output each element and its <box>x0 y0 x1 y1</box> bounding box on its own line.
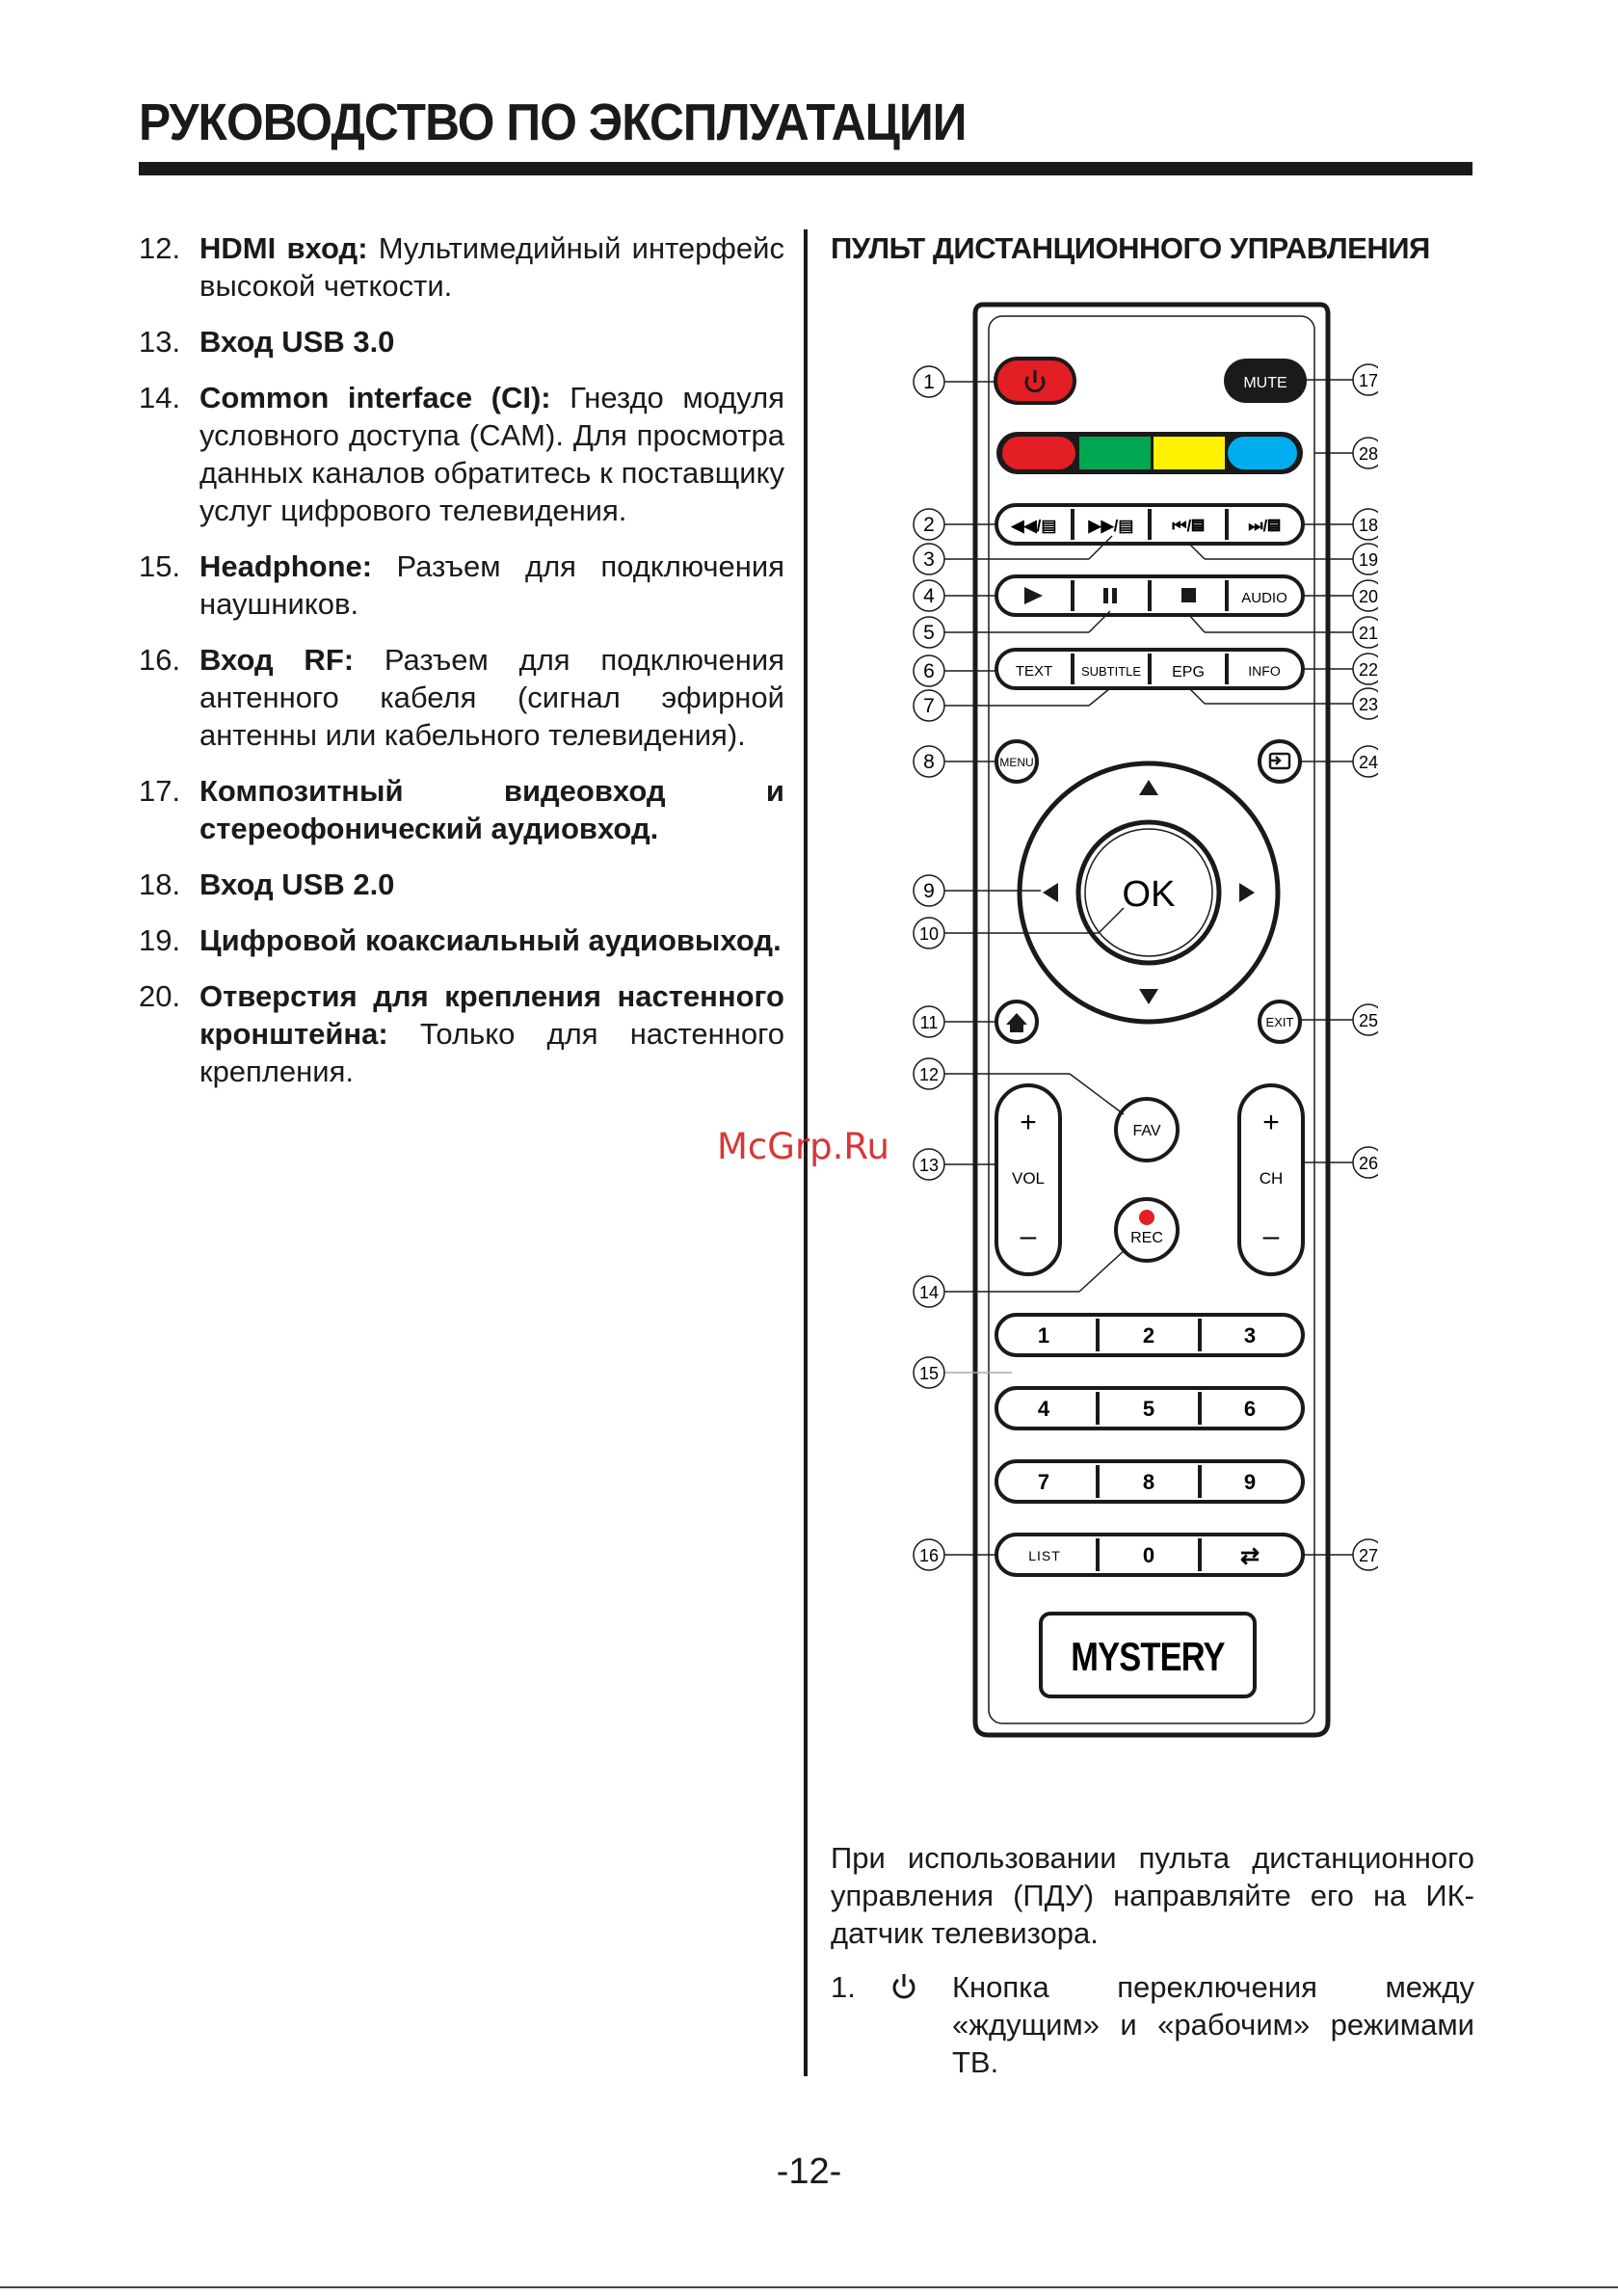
digit-key: 3 <box>1243 1323 1257 1348</box>
callout <box>1353 617 1378 648</box>
svg-text:23: 23 <box>1358 695 1378 714</box>
svg-text:22: 22 <box>1358 660 1378 680</box>
rewind-icon: ◀◀/▤ <box>1011 517 1057 535</box>
vol-plus: + <box>1020 1107 1037 1138</box>
callout <box>914 746 944 777</box>
previous-icon: ⏮/▤ <box>1172 517 1205 535</box>
blue-key <box>1228 437 1297 469</box>
list-item <box>139 323 784 360</box>
item-term: Common interface (CI): <box>199 381 551 414</box>
digit-key: 6 <box>1243 1397 1257 1421</box>
rec-label: REC <box>1130 1230 1163 1246</box>
svg-text:5: 5 <box>923 622 935 644</box>
ch-plus: + <box>1262 1107 1280 1138</box>
remote-item-1 <box>831 1968 1474 2081</box>
list-item <box>139 229 784 305</box>
fav-label: FAV <box>1132 1123 1161 1139</box>
callout <box>1353 544 1378 574</box>
svg-text:4: 4 <box>923 585 935 607</box>
svg-text:24: 24 <box>1358 753 1378 772</box>
callout <box>1353 364 1378 395</box>
list-item <box>139 379 784 529</box>
callout <box>1353 1539 1378 1570</box>
item-text <box>199 379 784 529</box>
green-key <box>1079 437 1151 469</box>
ch-label: CH <box>1259 1169 1284 1188</box>
svg-text:10: 10 <box>918 924 940 944</box>
item-text <box>199 772 784 847</box>
color-keys <box>996 432 1303 474</box>
digit-key: 9 <box>1243 1470 1257 1494</box>
callout <box>914 366 944 397</box>
item-term: Композитный видеовход и стереофонический аудиовход. <box>199 774 784 845</box>
item-term: Вход USB 3.0 <box>199 325 395 359</box>
item-number: 13. <box>139 325 181 359</box>
item-number: 1. <box>831 1970 856 2004</box>
callout <box>914 544 944 574</box>
svg-text:15: 15 <box>918 1364 940 1383</box>
list-item <box>139 547 784 623</box>
svg-text:13: 13 <box>918 1156 940 1175</box>
item-term: Вход USB 2.0 <box>199 868 395 901</box>
item-description: Разъем для подключения наушников. <box>199 549 784 621</box>
item-number: 18. <box>139 868 181 901</box>
digit-key: 2 <box>1142 1323 1155 1348</box>
subtitle-label: SUBTITLE <box>1080 664 1142 679</box>
callout <box>1353 1004 1378 1035</box>
callout <box>1353 688 1378 719</box>
digit-key: 8 <box>1142 1470 1155 1494</box>
digit-key: 0 <box>1142 1543 1155 1567</box>
red-key <box>1002 437 1075 469</box>
item-text <box>199 921 784 959</box>
callout <box>914 617 944 648</box>
svg-text:19: 19 <box>1358 550 1378 570</box>
list-item <box>139 772 784 847</box>
item-number: 17. <box>139 774 181 808</box>
svg-text:2: 2 <box>923 514 935 536</box>
svg-text:7: 7 <box>923 695 935 717</box>
svg-text:25: 25 <box>1358 1011 1378 1030</box>
brand-logo: MYSTERY <box>1071 1634 1225 1680</box>
remote-section-title: ПУЛЬТ ДИСТАНЦИОННОГО УПРАВЛЕНИЯ <box>831 231 1430 265</box>
svg-text:6: 6 <box>923 660 935 682</box>
item-description: Только для настенного крепления. <box>199 1017 784 1088</box>
callout <box>914 918 944 948</box>
item-text: Кнопка переключения между «ждущим» и «рабочим» режимами ТВ. <box>952 1970 1474 2079</box>
callout <box>1353 580 1378 611</box>
svg-text:9: 9 <box>923 880 935 902</box>
svg-text:16: 16 <box>918 1546 940 1565</box>
callout <box>1353 654 1378 684</box>
callout <box>1353 1147 1378 1178</box>
svg-text:18: 18 <box>1358 516 1378 535</box>
callout <box>914 1058 944 1089</box>
item-description: Гнездо модуля условного доступа (CAM). Для просмотра данных каналов обратитесь к поставщику услуг цифрового телевидения. <box>199 381 784 527</box>
svg-text:14: 14 <box>918 1283 940 1302</box>
ok-label: OK <box>1122 874 1176 915</box>
item-term: Вход RF: <box>199 643 355 677</box>
svg-text:27: 27 <box>1358 1546 1378 1565</box>
header-rule <box>139 162 1472 175</box>
callout <box>914 580 944 611</box>
power-icon <box>890 1968 952 2081</box>
connector-list <box>139 229 784 1108</box>
item-number: 19. <box>139 923 181 957</box>
item-text <box>199 977 784 1090</box>
info-label: INFO <box>1248 663 1281 679</box>
callout <box>914 1357 944 1388</box>
audio-label: AUDIO <box>1241 590 1287 606</box>
list-item <box>139 921 784 959</box>
item-number: 12. <box>139 231 181 265</box>
menu-label: MENU <box>999 756 1034 769</box>
callout <box>1353 746 1378 777</box>
list-item <box>139 866 784 903</box>
svg-text:1: 1 <box>923 371 935 393</box>
digit-key: 5 <box>1142 1397 1155 1421</box>
item-number: 15. <box>139 549 181 583</box>
list-item <box>139 641 784 754</box>
item-term: Цифровой коаксиальный аудиовыход. <box>199 923 782 957</box>
epg-label: EPG <box>1172 664 1205 681</box>
item-number: 14. <box>139 381 181 414</box>
item-description: Мультимедийный интерфейс высокой четкости. <box>199 231 784 303</box>
item-text <box>199 547 784 623</box>
recall-icon: ⇄ <box>1239 1543 1260 1569</box>
svg-text:11: 11 <box>919 1013 939 1032</box>
svg-text:21: 21 <box>1358 624 1378 643</box>
svg-text:3: 3 <box>923 548 935 571</box>
callout <box>914 1149 944 1180</box>
item-number: 20. <box>139 979 181 1013</box>
svg-text:17: 17 <box>1358 371 1378 390</box>
svg-text:26: 26 <box>1358 1154 1378 1173</box>
item-term: Headphone: <box>199 549 373 583</box>
item-text <box>199 866 784 903</box>
text-label: TEXT <box>1015 663 1053 680</box>
callout <box>914 875 944 906</box>
list-item <box>139 977 784 1090</box>
mute-label: MUTE <box>1243 375 1287 391</box>
remote-diagram <box>896 295 1378 1760</box>
fast-forward-icon: ▶▶/▤ <box>1088 517 1134 535</box>
digit-key: 4 <box>1037 1397 1050 1421</box>
svg-text:20: 20 <box>1358 587 1378 606</box>
vol-minus: – <box>1020 1220 1037 1252</box>
callout <box>914 1276 944 1307</box>
svg-text:8: 8 <box>923 751 935 773</box>
record-icon <box>1139 1210 1154 1225</box>
watermark: McGrp.Ru <box>717 1126 889 1167</box>
list-label: LIST <box>1028 1548 1061 1563</box>
item-description: Разъем для подключения антенного кабеля (сигнал эфирной антенны или кабельного телевидения). <box>199 643 784 752</box>
ch-minus: – <box>1262 1220 1280 1252</box>
item-term: HDMI вход: <box>199 231 368 265</box>
item-text <box>199 229 784 305</box>
remote-intro: При использовании пульта дистанционного управления (ПДУ) направляйте его на ИК-датчик телевизора. <box>831 1841 1474 1950</box>
callout <box>1353 509 1378 540</box>
digit-key: 1 <box>1037 1323 1050 1348</box>
svg-text:28: 28 <box>1358 444 1378 464</box>
item-number: 16. <box>139 643 181 677</box>
vol-label: VOL <box>1011 1169 1046 1188</box>
digit-key: 7 <box>1037 1470 1050 1494</box>
callout <box>1353 438 1378 468</box>
callout <box>914 509 944 540</box>
callout <box>914 690 944 721</box>
bottom-rule <box>0 2286 1618 2288</box>
callout <box>914 1006 944 1037</box>
callout <box>914 1539 944 1570</box>
stop-icon <box>1181 588 1196 602</box>
item-term: Отверстия для крепления настенного кронштейна: <box>199 979 784 1051</box>
exit-label: EXIT <box>1265 1015 1294 1029</box>
callout <box>914 655 944 686</box>
page-title: РУКОВОДСТВО ПО ЭКСПЛУАТАЦИИ <box>139 93 967 151</box>
page-number: -12- <box>776 2151 842 2192</box>
svg-text:12: 12 <box>918 1065 940 1084</box>
next-icon: ⏭/▤ <box>1248 517 1281 535</box>
yellow-key <box>1154 437 1225 469</box>
item-text <box>199 323 784 360</box>
item-text <box>199 641 784 754</box>
